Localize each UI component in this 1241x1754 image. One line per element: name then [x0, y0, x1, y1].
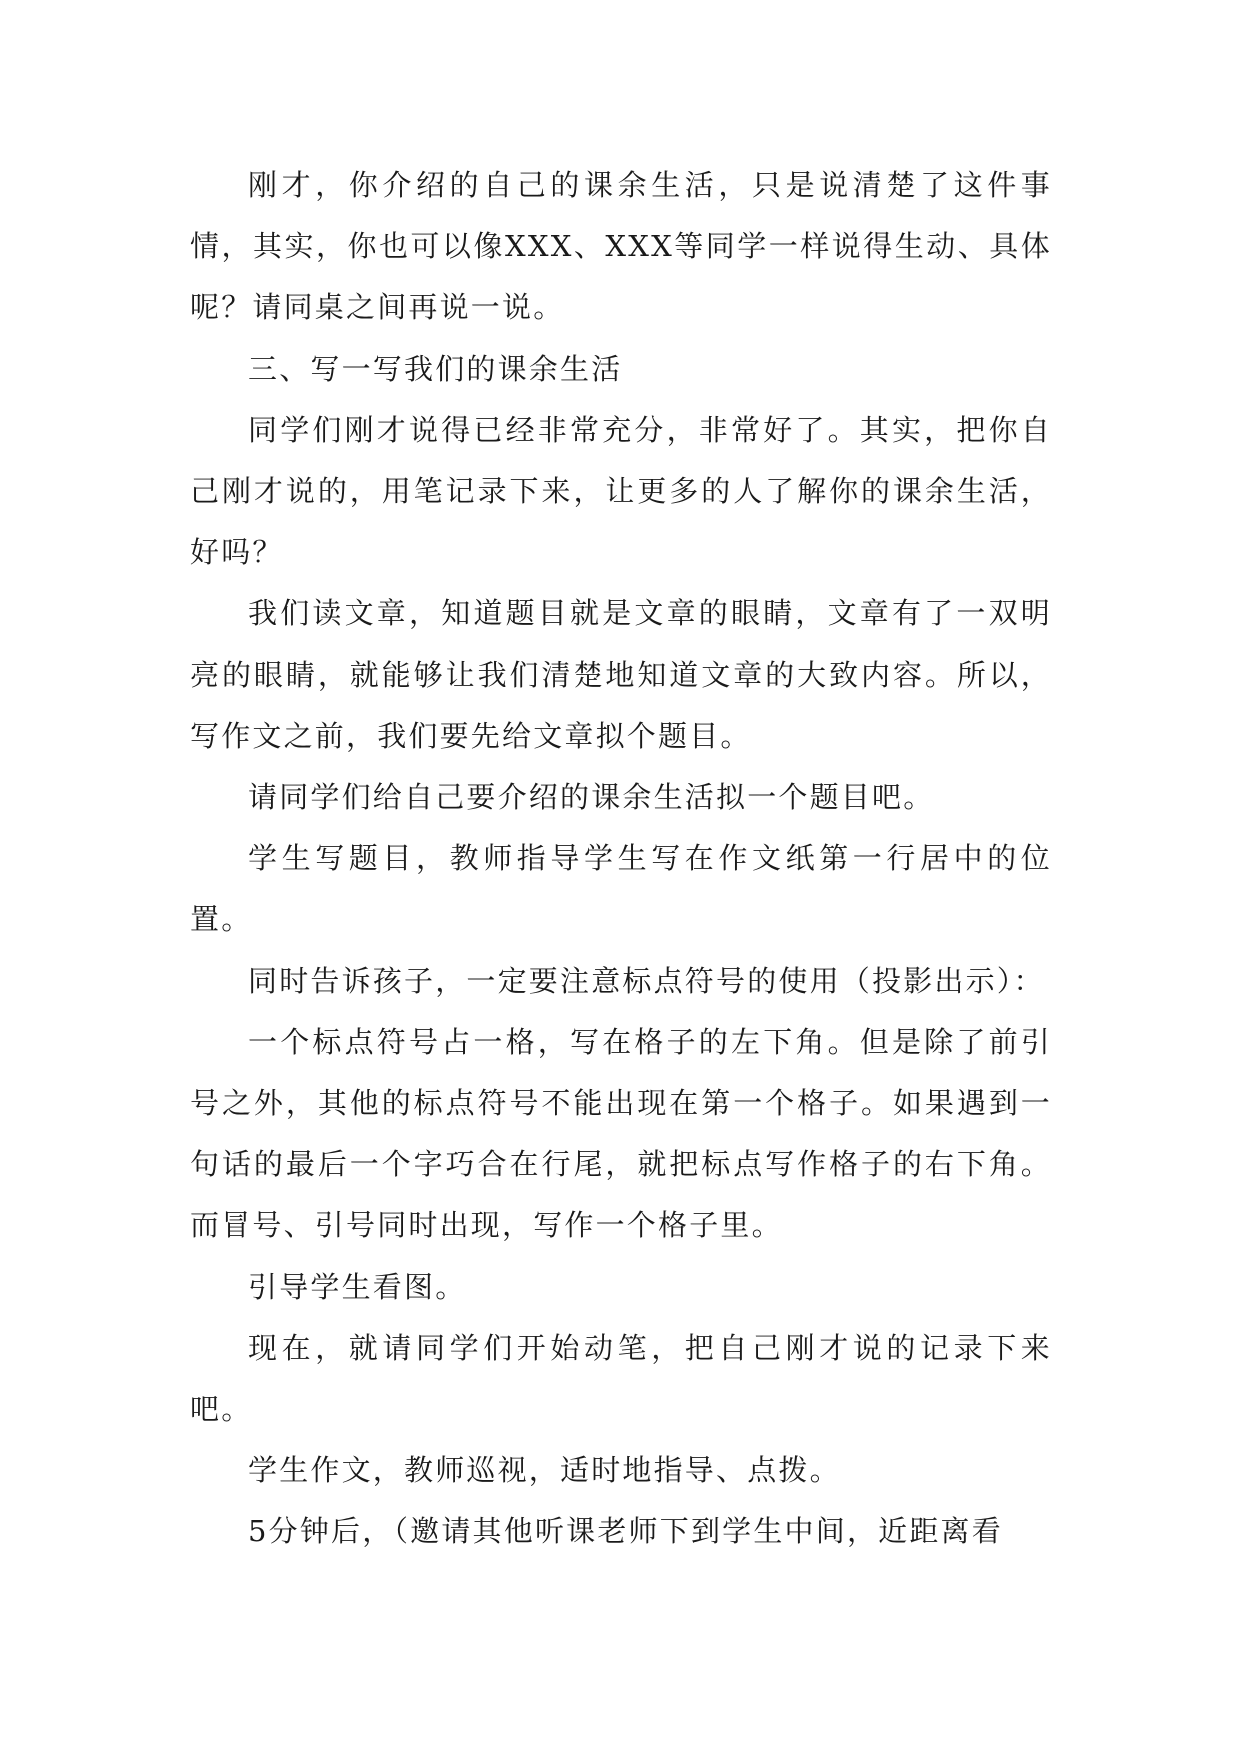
paragraph-write-title: 学生写题目，教师指导学生写在作文纸第一行居中的位置。: [190, 841, 1052, 937]
paragraph-start-writing: 现在，就请同学们开始动笔，把自己刚才说的记录下来吧。: [190, 1330, 1052, 1427]
section-heading-write: 三、写一写我们的课余生活: [248, 351, 623, 386]
paragraph-choose-title: 请同学们给自己要介绍的课余生活拟一个题目吧。: [248, 780, 935, 815]
paragraph-five-minutes: 5分钟后，（邀请其他听课老师下到学生中间，近距离看: [248, 1514, 1003, 1549]
paragraph-punctuation-rules: 一个标点符号占一格，写在格子的左下角。但是除了前引号之外，其他的标点符号不能出现在第一个格子。如果遇到一句话的最后一个字巧合在行尾，就把标点写作格子的右下角。而冒号、引号同时出现，写作一个格子里。: [190, 1024, 1052, 1243]
paragraph-punctuation-intro: 同时告诉孩子，一定要注意标点符号的使用（投影出示）：: [248, 963, 1045, 998]
paragraph-record: 同学们刚才说得已经非常充分，非常好了。其实，把你自己刚才说的，用笔记录下来，让更多的人了解你的课余生活，好吗？: [190, 412, 1052, 570]
paragraph-teacher-patrol: 学生作文，教师巡视，适时地指导、点拨。: [248, 1453, 841, 1488]
paragraph-retell: 刚才，你介绍的自己的课余生活，只是说清楚了这件事情，其实，你也可以像XXX、XXX等同学一样说得生动、具体呢？请同桌之间再说一说。: [190, 168, 1052, 325]
paragraph-look-picture: 引导学生看图。: [248, 1269, 467, 1304]
document-body: [190, 155, 1052, 1563]
paragraph-title-eyes: 我们读文章，知道题目就是文章的眼睛，文章有了一双明亮的眼睛，就能够让我们清楚地知道文章的大致内容。所以，写作文之前，我们要先给文章拟个题目。: [190, 596, 1052, 753]
